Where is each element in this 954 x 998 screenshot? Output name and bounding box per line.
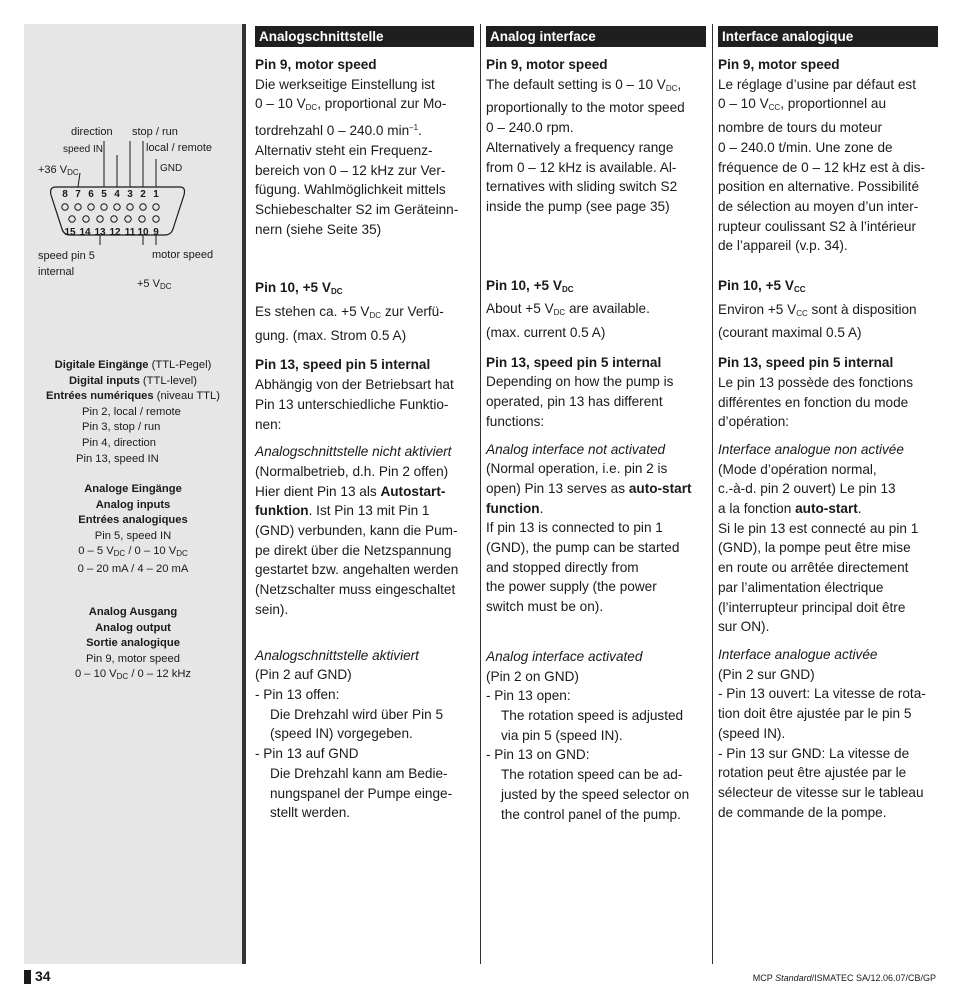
pin-label: 12 bbox=[109, 227, 121, 238]
text-fragment: Entrées analogiques bbox=[78, 514, 188, 527]
text-fragment bbox=[718, 256, 938, 276]
text-fragment: function bbox=[486, 500, 540, 516]
text-line: (Pin 2 on GND) bbox=[486, 668, 579, 684]
text-line: nombre de tours du moteur bbox=[718, 120, 882, 136]
pin-label: 14 bbox=[79, 227, 91, 238]
text-fragment: . bbox=[857, 501, 862, 517]
text-line: (GND), la pompe peut être mise bbox=[718, 540, 911, 556]
text-line: rupteur coulissant S2 à l’intérieur bbox=[718, 218, 916, 234]
text-fragment: Environ +5 V bbox=[718, 301, 797, 317]
text-line: fréquence de 0 – 12 kHz est à dis- bbox=[718, 159, 926, 175]
text-line: (l’interrupteur principal doit être bbox=[718, 599, 906, 615]
text-line: Die werkseitige Einstellung ist bbox=[255, 76, 435, 92]
text-fragment: About +5 V bbox=[486, 301, 554, 317]
text-fragment: / 0 – 10 V bbox=[125, 545, 177, 558]
text-line: Die Drehzahl kann am Bedie- bbox=[270, 765, 448, 781]
text-fragment bbox=[255, 434, 474, 442]
pin-label: 6 bbox=[88, 189, 94, 200]
text-fragment bbox=[24, 544, 242, 562]
text-fragment: Pin 3, stop / run bbox=[82, 421, 161, 434]
text-line: operated, pin 13 has different bbox=[486, 394, 663, 410]
text-line: (Normal operation, i.e. pin 2 is bbox=[486, 461, 668, 477]
text-line: The rotation speed can be ad- bbox=[501, 767, 683, 783]
not-activated-title: Analogschnittstelle nicht aktiviert bbox=[255, 444, 452, 460]
text-line: (speed IN) vorgegeben. bbox=[270, 726, 413, 742]
column-german bbox=[255, 26, 474, 823]
pin10-title bbox=[255, 278, 474, 302]
pin13-title: Pin 13, speed pin 5 internal bbox=[255, 357, 431, 373]
text-line: Die Drehzahl wird über Pin 5 bbox=[270, 706, 444, 722]
text-fragment: Standard bbox=[775, 973, 812, 983]
text-fragment: +36 V bbox=[38, 164, 68, 176]
text-fragment: Analog output bbox=[95, 621, 171, 634]
activated-title: Analogschnittstelle aktiviert bbox=[255, 647, 419, 663]
label-gnd: GND bbox=[160, 163, 183, 174]
text-fragment: MCP bbox=[752, 973, 776, 983]
text-line: nern (siehe Seite 35) bbox=[255, 221, 382, 237]
text-line: d’opération: bbox=[718, 414, 790, 430]
text-line: c.-à-d. pin 2 ouvert) Le pin 13 bbox=[718, 481, 896, 497]
pin-label: 4 bbox=[114, 189, 120, 200]
text-fragment: DC bbox=[176, 549, 188, 559]
text-line: - Pin 13 sur GND: La vitesse de bbox=[718, 745, 910, 761]
text-line: fügung. Wahlmöglichkeit mittels bbox=[255, 182, 446, 198]
text-fragment bbox=[486, 343, 706, 353]
text-line: (courant maximal 0.5 A) bbox=[718, 325, 862, 341]
text-fragment: Pin 9, motor speed bbox=[86, 652, 180, 665]
text-line: Si le pin 13 est connecté au pin 1 bbox=[718, 520, 919, 536]
text-fragment: The default setting is 0 – 10 V bbox=[486, 76, 666, 92]
text-line bbox=[255, 482, 474, 502]
text-fragment: zur Verfü- bbox=[381, 304, 444, 320]
text-fragment: Analog Ausgang bbox=[88, 606, 178, 618]
text-line bbox=[486, 299, 706, 323]
text-line: - Pin 13 ouvert: La vitesse de rota- bbox=[718, 686, 926, 702]
digital-inputs-block bbox=[24, 358, 242, 467]
text-line: de l’appareil (v.p. 34). bbox=[718, 238, 848, 254]
text-line: (Normalbetrieb, d.h. Pin 2 offen) bbox=[255, 463, 449, 479]
label-local-remote: local / remote bbox=[146, 142, 213, 154]
text-line: switch must be on). bbox=[486, 599, 604, 615]
column-french bbox=[718, 26, 938, 822]
text-fragment bbox=[718, 343, 938, 353]
pin-label: 2 bbox=[140, 189, 146, 200]
text-fragment: Analog inputs bbox=[95, 498, 171, 511]
pin10-title bbox=[718, 276, 938, 300]
text-fragment: (niveau TTL) bbox=[153, 390, 220, 403]
pin-label: 15 bbox=[64, 227, 76, 238]
label-internal: internal bbox=[38, 266, 75, 278]
text-fragment: , bbox=[677, 76, 682, 92]
text-line: functions: bbox=[486, 413, 545, 429]
text-fragment: –1 bbox=[409, 123, 419, 133]
text-fragment: Hier dient Pin 13 als bbox=[255, 483, 381, 499]
text-line: par l’alimentation électrique bbox=[718, 579, 884, 595]
text-line bbox=[255, 302, 474, 326]
pin9-title: Pin 9, motor speed bbox=[255, 57, 377, 72]
text-line: - Pin 13 offen: bbox=[255, 686, 340, 702]
text-fragment bbox=[718, 432, 938, 440]
label-speed-in: speed IN bbox=[63, 144, 104, 155]
text-fragment: tordrehzahl 0 – 240.0 min bbox=[255, 123, 410, 139]
text-fragment: (TTL-level) bbox=[139, 374, 198, 387]
text-line: de sélection au moyen d’un inter- bbox=[718, 198, 919, 214]
text-fragment bbox=[486, 217, 706, 276]
text-line bbox=[255, 118, 474, 141]
pin-label: 8 bbox=[62, 189, 68, 200]
section-header: Analogschnittstelle bbox=[255, 26, 474, 47]
text-line: (Netzschalter muss eingeschaltet bbox=[255, 582, 456, 598]
text-fragment: . Ist Pin 13 mit Pin 1 bbox=[308, 503, 430, 519]
label-direction: direction bbox=[71, 126, 113, 138]
text-line: pe direkt über die Netzspannung bbox=[255, 542, 452, 558]
text-line: If pin 13 is connected to pin 1 bbox=[486, 520, 663, 536]
text-line: justed by the speed selector on bbox=[501, 786, 690, 802]
text-fragment bbox=[486, 617, 706, 647]
text-line: Schiebeschalter S2 im Geräteinn- bbox=[255, 201, 459, 217]
text-fragment: DC bbox=[553, 308, 566, 318]
text-line: - Pin 13 on GND: bbox=[486, 747, 590, 763]
text-fragment: Pin 5, speed IN bbox=[94, 529, 172, 542]
text-fragment: 0 – 10 V bbox=[74, 668, 117, 681]
text-line: en route ou arrêtée directement bbox=[718, 560, 909, 576]
text-line: the power supply (the power bbox=[486, 579, 657, 595]
text-line: the control panel of the pump. bbox=[501, 806, 681, 822]
text-fragment: DC bbox=[116, 672, 129, 682]
pin-label: 7 bbox=[75, 189, 81, 200]
text-line: proportionally to the motor speed bbox=[486, 100, 685, 116]
text-line: and stopped directly from bbox=[486, 559, 639, 575]
text-fragment: Pin 4, direction bbox=[82, 436, 157, 449]
pin-label: 5 bbox=[101, 189, 107, 200]
text-line: 0 – 240.0 rpm. bbox=[486, 120, 574, 136]
text-line: sélecteur de vitesse sur le tableau bbox=[718, 784, 924, 800]
pin-label: 11 bbox=[124, 227, 136, 238]
text-fragment: Pin 10, +5 V bbox=[486, 277, 562, 293]
column-english bbox=[486, 26, 706, 824]
text-fragment: sont à disposition bbox=[807, 301, 917, 317]
column-divider bbox=[712, 24, 713, 964]
not-activated-title: Analog interface not activated bbox=[486, 441, 666, 457]
text-fragment: Pin 2, local / remote bbox=[82, 405, 181, 418]
text-line: (GND) verbunden, kann die Pum- bbox=[255, 523, 458, 539]
text-line: différentes en fonction du mode bbox=[718, 394, 909, 410]
text-fragment: auto-start bbox=[795, 501, 858, 517]
text-line: rotation peut être ajustée par le bbox=[718, 765, 907, 781]
text-line: - Pin 13 open: bbox=[486, 688, 571, 704]
text-fragment bbox=[718, 637, 938, 645]
text-fragment: Pin 10, +5 V bbox=[255, 280, 331, 296]
text-fragment: are available. bbox=[565, 301, 650, 317]
page-marker bbox=[24, 970, 31, 984]
text-fragment: DC bbox=[67, 168, 79, 177]
text-fragment: Entrées numériques bbox=[46, 390, 154, 403]
text-line: (Mode d’opération normal, bbox=[718, 461, 877, 477]
text-line: The rotation speed is adjusted bbox=[501, 707, 684, 723]
text-fragment: CC bbox=[796, 308, 808, 318]
pin10-title bbox=[486, 276, 706, 300]
column-divider bbox=[480, 24, 481, 964]
pin13-title: Pin 13, speed pin 5 internal bbox=[718, 355, 894, 371]
text-line: Pin 13 unterschiedliche Funktio- bbox=[255, 396, 449, 412]
text-fragment: Pin 13, speed IN bbox=[76, 452, 159, 465]
label-plus5 bbox=[137, 278, 172, 291]
pin-label: 10 bbox=[137, 227, 149, 238]
document-reference bbox=[753, 973, 936, 983]
text-line: nungspanel der Pumpe einge- bbox=[270, 785, 453, 801]
text-fragment: DC bbox=[561, 284, 574, 294]
not-activated-title: Interface analogue non activée bbox=[718, 441, 904, 457]
d-sub-connector bbox=[40, 135, 190, 245]
text-line: nen: bbox=[255, 416, 282, 432]
text-fragment: . bbox=[418, 123, 422, 139]
text-fragment: CC bbox=[768, 103, 781, 113]
text-line: (Pin 2 auf GND) bbox=[255, 667, 352, 683]
section-header: Analog interface bbox=[486, 26, 706, 47]
text-fragment bbox=[24, 374, 242, 390]
text-line: stellt werden. bbox=[270, 805, 351, 821]
text-line: Alternativ steht ein Frequenz- bbox=[255, 142, 433, 158]
text-line bbox=[486, 75, 706, 99]
activated-title: Interface analogue activée bbox=[718, 646, 878, 662]
text-fragment: open) Pin 13 serves as bbox=[486, 480, 629, 496]
text-fragment bbox=[24, 667, 242, 685]
page-number: 34 bbox=[35, 968, 51, 984]
text-fragment bbox=[24, 358, 242, 374]
text-fragment: 0 – 20 mA / 4 – 20 mA bbox=[77, 562, 189, 575]
text-line: Le réglage d’usine par défaut est bbox=[718, 76, 917, 92]
text-fragment: , proportional zur Mo- bbox=[317, 96, 447, 112]
text-fragment: +5 V bbox=[137, 278, 160, 290]
text-line bbox=[718, 300, 938, 324]
pin-label: 13 bbox=[94, 227, 106, 238]
text-fragment bbox=[24, 389, 242, 405]
text-line: tion doit être ajustée par le pin 5 bbox=[718, 706, 912, 722]
text-fragment: 0 – 10 V bbox=[255, 96, 306, 112]
text-line: 0 – 240.0 t/min. Une zone de bbox=[718, 139, 893, 155]
text-line: (speed IN). bbox=[718, 725, 786, 741]
text-line: Alternatively a frequency range bbox=[486, 139, 674, 155]
sidebar-rule bbox=[242, 24, 246, 964]
text-fragment: auto-start bbox=[628, 480, 692, 496]
activated-title: Analog interface activated bbox=[486, 648, 643, 664]
text-fragment: Analoge Eingänge bbox=[84, 483, 182, 495]
text-fragment: CC bbox=[793, 285, 806, 295]
text-line: via pin 5 (speed IN). bbox=[501, 727, 623, 743]
text-line bbox=[486, 479, 706, 499]
text-fragment: . bbox=[539, 500, 544, 516]
text-fragment: Sortie analogique bbox=[86, 637, 180, 650]
pin-label: 9 bbox=[153, 227, 159, 238]
text-fragment: DC bbox=[159, 282, 172, 291]
text-line bbox=[718, 499, 938, 519]
text-fragment bbox=[486, 432, 706, 440]
text-line: from 0 – 12 kHz is available. Al- bbox=[486, 159, 677, 175]
text-line: gung. (max. Strom 0.5 A) bbox=[255, 327, 407, 343]
text-line: de commande de la pompe. bbox=[718, 804, 887, 820]
text-fragment bbox=[255, 239, 474, 278]
text-fragment: (TTL-Pegel) bbox=[148, 359, 212, 371]
text-line bbox=[718, 94, 938, 118]
text-fragment: 0 – 5 V bbox=[78, 545, 114, 558]
text-line: inside the pump (see page 35) bbox=[486, 198, 670, 214]
text-fragment: DC bbox=[369, 311, 382, 321]
pin9-title: Pin 9, motor speed bbox=[718, 57, 840, 72]
text-line: Depending on how the pump is bbox=[486, 374, 674, 390]
text-line: (Pin 2 sur GND) bbox=[718, 666, 815, 682]
text-line: Le pin 13 possède des fonctions bbox=[718, 374, 913, 390]
text-line: (GND), the pump can be started bbox=[486, 540, 680, 556]
pin13-title: Pin 13, speed pin 5 internal bbox=[486, 354, 662, 370]
text-line: sur ON). bbox=[718, 619, 770, 635]
text-line: gestartet bzw. angehalten werden bbox=[255, 562, 459, 578]
pin-label: 3 bbox=[127, 189, 133, 200]
text-fragment: Autostart- bbox=[380, 483, 446, 499]
text-line: position en alternative. Possibilité bbox=[718, 179, 919, 195]
text-fragment: / 0 – 12 kHz bbox=[128, 668, 192, 681]
text-fragment: DC bbox=[330, 287, 343, 297]
text-line: Abhängig von der Betriebsart hat bbox=[255, 377, 454, 393]
text-fragment: 0 – 10 V bbox=[718, 96, 769, 112]
text-fragment: Digitale Eingänge bbox=[54, 359, 149, 371]
text-fragment: /ISMATEC SA/12.06.07/CB/GP bbox=[811, 973, 936, 983]
label-motor-speed: motor speed bbox=[152, 249, 214, 261]
pin9-title: Pin 9, motor speed bbox=[486, 57, 608, 72]
text-fragment: , proportionnel au bbox=[780, 96, 887, 112]
text-line: bereich von 0 – 12 kHz zur Ver- bbox=[255, 162, 446, 178]
pin-label: 1 bbox=[153, 189, 159, 200]
text-fragment: DC bbox=[113, 549, 126, 559]
text-fragment: a la fonction bbox=[718, 501, 796, 517]
text-fragment: DC bbox=[665, 83, 678, 93]
text-line bbox=[486, 499, 706, 519]
text-fragment: Digital inputs bbox=[68, 374, 140, 387]
text-fragment: funktion bbox=[255, 503, 309, 519]
text-line bbox=[255, 94, 474, 118]
text-line bbox=[255, 501, 474, 521]
text-line: sein). bbox=[255, 601, 289, 617]
text-line: - Pin 13 auf GND bbox=[255, 746, 359, 762]
text-fragment: Es stehen ca. +5 V bbox=[255, 304, 370, 320]
label-speed-pin5: speed pin 5 bbox=[38, 250, 95, 262]
section-header: Interface analogique bbox=[718, 26, 938, 47]
text-fragment: Pin 10, +5 V bbox=[718, 278, 794, 294]
analog-inputs-block bbox=[24, 482, 242, 578]
text-line: ternatives with sliding switch S2 bbox=[486, 179, 678, 195]
analog-output-block bbox=[24, 605, 242, 685]
text-fragment: DC bbox=[305, 103, 318, 113]
text-fragment bbox=[255, 620, 474, 646]
text-line: (max. current 0.5 A) bbox=[486, 325, 606, 341]
text-fragment bbox=[255, 345, 474, 355]
label-stop-run: stop / run bbox=[132, 126, 178, 138]
